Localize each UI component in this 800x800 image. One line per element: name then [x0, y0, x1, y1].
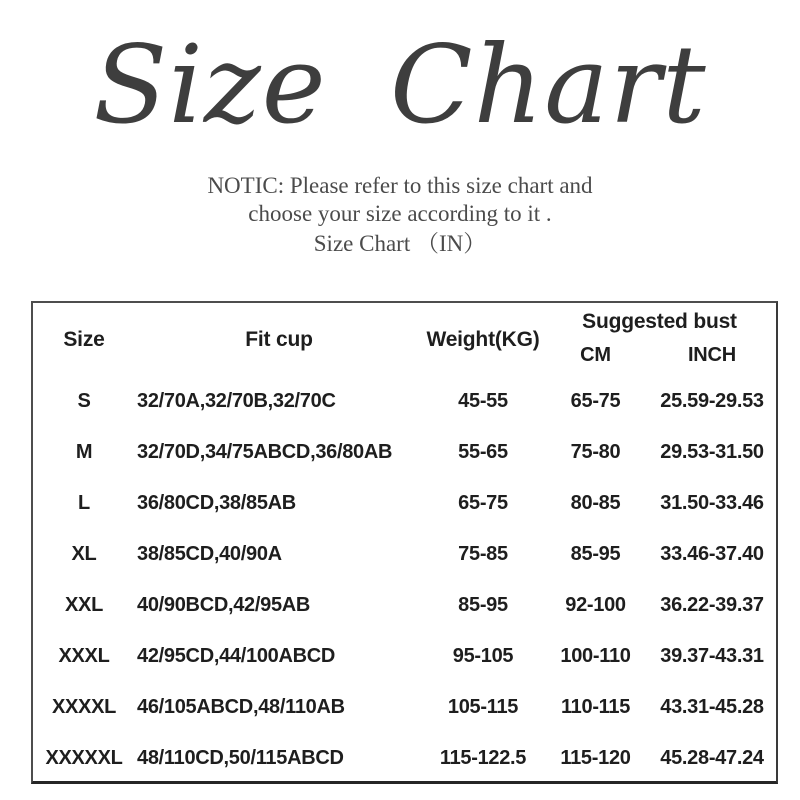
- table-caption: Size Chart （IN）: [313, 231, 487, 256]
- col-header-inch: INCH: [687, 343, 737, 366]
- cell-cm: 80-85: [570, 492, 621, 514]
- cell-fit-cup: 40/90BCD,42/95AB: [137, 594, 311, 616]
- col-header-suggested-bust: Suggested bust: [582, 310, 737, 333]
- cell-weight: 45-55: [458, 390, 508, 412]
- cell-size: XL: [71, 543, 97, 565]
- cell-inch: 39.37-43.31: [660, 645, 764, 667]
- col-header-cm: CM: [580, 343, 611, 366]
- table-row-xxxl: [33, 631, 776, 682]
- notice-line-2: choose your size according to it .: [248, 201, 552, 226]
- cell-fit-cup: 42/95CD,44/100ABCD: [137, 645, 336, 667]
- table-row-s: [33, 376, 776, 427]
- cell-cm: 100-110: [560, 645, 631, 667]
- cell-fit-cup: 32/70D,34/75ABCD,36/80AB: [137, 441, 393, 463]
- table-row-xl: [33, 529, 776, 580]
- cell-size: XXXXL: [51, 696, 117, 718]
- cell-cm: 75-80: [570, 441, 621, 463]
- table-row-xxxxxl: [33, 733, 776, 784]
- cell-cm: 110-115: [560, 696, 631, 718]
- cell-weight: 115-122.5: [439, 747, 527, 769]
- cell-size: S: [77, 390, 91, 412]
- cell-weight: 55-65: [458, 441, 508, 463]
- cell-weight: 105-115: [447, 696, 519, 718]
- cell-inch: 33.46-37.40: [660, 543, 764, 565]
- cell-cm: 92-100: [565, 594, 626, 616]
- col-header-weight: Weight(KG): [426, 327, 540, 351]
- cell-weight: 95-105: [452, 645, 514, 667]
- cell-size: XXXXXL: [45, 747, 123, 769]
- size-table: [31, 301, 778, 784]
- col-header-fit-cup: Fit cup: [245, 327, 313, 351]
- table-row-l: [33, 478, 776, 529]
- cell-weight: 65-75: [458, 492, 508, 514]
- suggested-bust-subheaders: [543, 341, 776, 376]
- cell-fit-cup: 38/85CD,40/90A: [137, 543, 282, 565]
- col-header-size: Size: [63, 327, 105, 351]
- cell-cm: 65-75: [570, 390, 621, 412]
- cell-fit-cup: 46/105ABCD,48/110AB: [137, 696, 345, 718]
- cell-size: XXL: [65, 594, 103, 616]
- cell-inch: 29.53-31.50: [660, 441, 764, 463]
- notice-line-1: NOTIC: Please refer to this size chart and: [207, 173, 593, 198]
- cell-cm: 115-120: [560, 747, 631, 769]
- cell-weight: 85-95: [458, 594, 508, 616]
- table-header-row: [33, 303, 776, 376]
- cell-inch: 31.50-33.46: [660, 492, 764, 514]
- size-chart-page: [0, 6, 800, 769]
- table-row-m: [33, 427, 776, 478]
- cell-cm: 85-95: [570, 543, 621, 565]
- cell-fit-cup: 36/80CD,38/85AB: [137, 492, 296, 514]
- cell-inch: 25.59-29.53: [660, 390, 764, 412]
- page-title: Size Chart: [93, 23, 707, 148]
- cell-inch: 36.22-39.37: [660, 594, 764, 616]
- notice-text: [0, 172, 800, 228]
- cell-size: XXXL: [58, 645, 110, 667]
- cell-inch: 45.28-47.24: [660, 747, 764, 769]
- cell-size: M: [75, 441, 93, 463]
- table-row-xxxxl: [33, 682, 776, 733]
- cell-weight: 75-85: [458, 543, 508, 565]
- cell-fit-cup: 48/110CD,50/115ABCD: [137, 747, 344, 769]
- cell-inch: 43.31-45.28: [660, 696, 764, 718]
- cell-fit-cup: 32/70A,32/70B,32/70C: [137, 390, 336, 412]
- cell-size: L: [78, 492, 90, 514]
- table-row-xxl: [33, 580, 776, 631]
- col-header-suggested-bust-group: [543, 303, 776, 376]
